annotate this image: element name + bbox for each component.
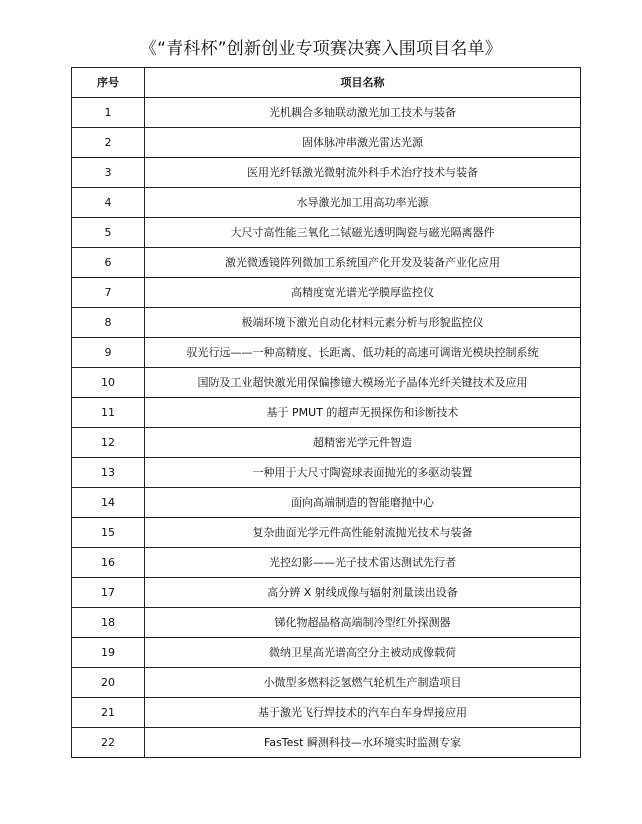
- table-row: [72, 428, 581, 458]
- project-name: 锑化物超晶格高端制冷型红外探测器: [145, 608, 581, 638]
- row-number: 14: [72, 488, 145, 518]
- table-row: [72, 668, 581, 698]
- row-number: 9: [72, 338, 145, 368]
- table-header-row: [72, 68, 581, 98]
- row-number: 18: [72, 608, 145, 638]
- table-row: [72, 338, 581, 368]
- project-name: 极端环境下激光自动化材料元素分析与形貌监控仪: [145, 308, 581, 338]
- row-number: 4: [72, 188, 145, 218]
- row-number: 16: [72, 548, 145, 578]
- table-row: [72, 398, 581, 428]
- table-row: [72, 728, 581, 758]
- row-number: 7: [72, 278, 145, 308]
- project-name: 复杂曲面光学元件高性能射流抛光技术与装备: [145, 518, 581, 548]
- project-name: 一种用于大尺寸陶瓷球表面抛光的多驱动装置: [145, 458, 581, 488]
- project-name: 面向高端制造的智能磨抛中心: [145, 488, 581, 518]
- row-number: 15: [72, 518, 145, 548]
- project-name: 水导激光加工用高功率光源: [145, 188, 581, 218]
- row-number: 17: [72, 578, 145, 608]
- project-name: 高分辨 X 射线成像与辐射剂量读出设备: [145, 578, 581, 608]
- column-header-project-name: 项目名称: [145, 68, 581, 98]
- project-name: 基于激光飞行焊技术的汽车白车身焊接应用: [145, 698, 581, 728]
- project-name: 激光微透镜阵列微加工系统国产化开发及装备产业化应用: [145, 248, 581, 278]
- table-row: [72, 458, 581, 488]
- row-number: 11: [72, 398, 145, 428]
- project-name: 国防及工业超快激光用保偏掺镱大模场光子晶体光纤关键技术及应用: [145, 368, 581, 398]
- row-number: 13: [72, 458, 145, 488]
- table-row: [72, 128, 581, 158]
- project-name: 超精密光学元件智造: [145, 428, 581, 458]
- project-name: 基于 PMUT 的超声无损探伤和诊断技术: [145, 398, 581, 428]
- project-name: 大尺寸高性能三氧化二铽磁光透明陶瓷与磁光隔离器件: [145, 218, 581, 248]
- project-list-table: [71, 67, 581, 758]
- row-number: 20: [72, 668, 145, 698]
- row-number: 2: [72, 128, 145, 158]
- table-row: [72, 158, 581, 188]
- row-number: 5: [72, 218, 145, 248]
- project-name: 医用光纤铥激光微射流外科手术治疗技术与装备: [145, 158, 581, 188]
- project-name: 小微型多燃料泛氢燃气轮机生产制造项目: [145, 668, 581, 698]
- table-row: [72, 368, 581, 398]
- table-row: [72, 98, 581, 128]
- table-row: [72, 698, 581, 728]
- project-name: 微纳卫星高光谱高空分主被动成像载荷: [145, 638, 581, 668]
- project-name: FasTest 瞬测科技—水环境实时监测专家: [145, 728, 581, 758]
- row-number: 6: [72, 248, 145, 278]
- project-name: 光机耦合多轴联动激光加工技术与装备: [145, 98, 581, 128]
- project-name: 高精度宽光谱光学膜厚监控仪: [145, 278, 581, 308]
- table-row: [72, 188, 581, 218]
- page-title: 《“青科杯”创新创业专项赛决赛入围项目名单》: [139, 39, 502, 59]
- table-row: [72, 488, 581, 518]
- row-number: 19: [72, 638, 145, 668]
- row-number: 12: [72, 428, 145, 458]
- table-row: [72, 578, 581, 608]
- table-row: [72, 518, 581, 548]
- row-number: 1: [72, 98, 145, 128]
- column-header-number: 序号: [72, 68, 145, 98]
- table-row: [72, 548, 581, 578]
- project-name: 驭光行远——一种高精度、长距离、低功耗的高速可调谐光模块控制系统: [145, 338, 581, 368]
- row-number: 10: [72, 368, 145, 398]
- row-number: 3: [72, 158, 145, 188]
- table-row: [72, 608, 581, 638]
- project-name: 光控幻影——光子技术雷达测试先行者: [145, 548, 581, 578]
- table-row: [72, 308, 581, 338]
- table-row: [72, 278, 581, 308]
- project-name: 固体脉冲串激光雷达光源: [145, 128, 581, 158]
- row-number: 8: [72, 308, 145, 338]
- table-row: [72, 248, 581, 278]
- table-row: [72, 638, 581, 668]
- row-number: 21: [72, 698, 145, 728]
- row-number: 22: [72, 728, 145, 758]
- table-row: [72, 218, 581, 248]
